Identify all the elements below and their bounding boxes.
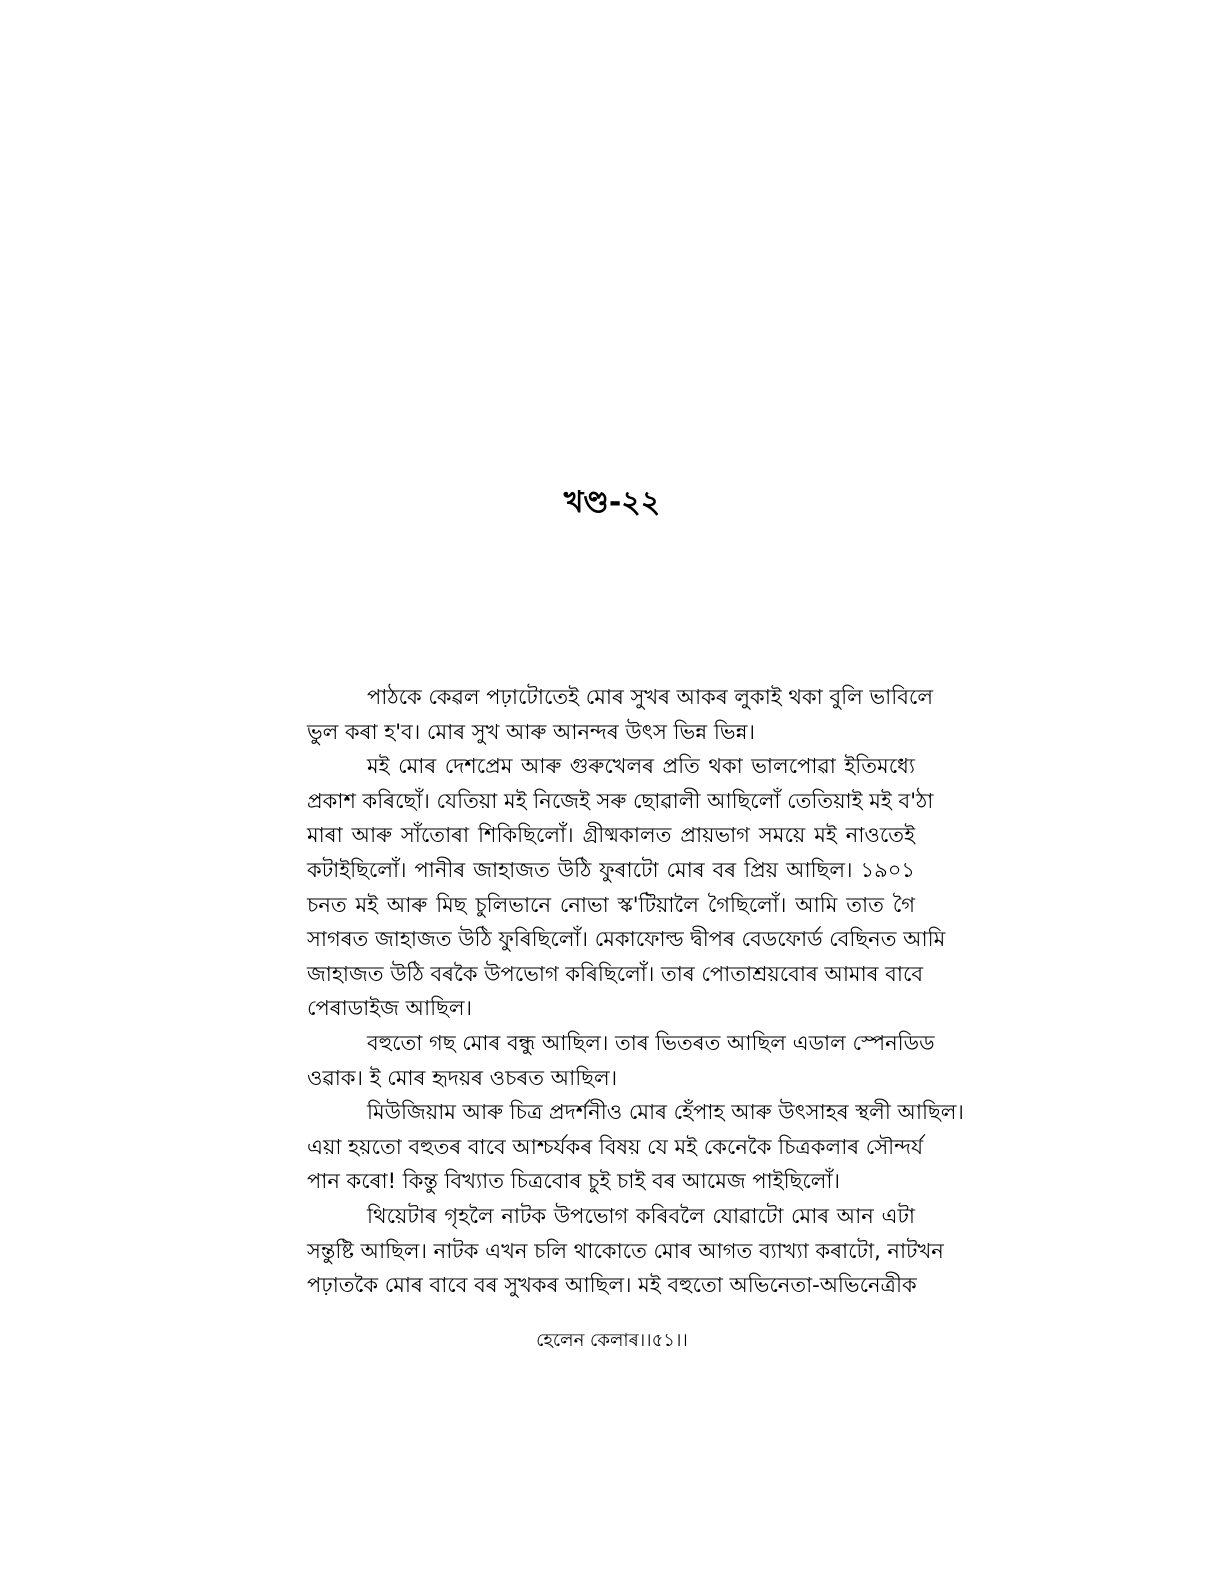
text-line: জাহাজত উঠি বৰকৈ উপভোগ কৰিছিলোঁ। তাৰ পোতাশ্ৰয়বোৰ আমাৰ বাবে xyxy=(307,961,924,986)
text-line: সন্তুষ্টি আছিল। নাটক এখন চলি থাকোতে মোৰ আগত ব্যাখ্যা কৰাটো, নাটখন xyxy=(307,1238,944,1263)
text-line: থিয়েটাৰ গৃহলৈ নাটক উপভোগ কৰিবলৈ যোৱাটো মোৰ আন এটা xyxy=(367,1203,915,1228)
text-line: মই মোৰ দেশপ্ৰেম আৰু গুৰুখেলৰ প্ৰতি থকা ভালপোৱা ইতিমধ্যে xyxy=(367,754,915,779)
text-line: সাগৰত জাহাজত উঠি ফুৰিছিলোঁ। মেকাফোল্ড দ্বীপৰ বেডফোৰ্ড বেছিনত আমি xyxy=(307,927,946,952)
text-line: এয়া হয়তো বহুতৰ বাবে আশ্চৰ্যকৰ বিষয় যে মই কেনেকৈ চিত্ৰকলাৰ সৌন্দৰ্য xyxy=(307,1134,924,1159)
page-footer: হেলেন কেলাৰ।।৫১।। xyxy=(536,1330,688,1351)
chapter-title: খণ্ড-২২ xyxy=(563,485,661,520)
text-line: পাঠকে কেৱল পঢ়াটোতেই মোৰ সুখৰ আকৰ লুকাই থকা বুলি ভাবিলে xyxy=(367,685,933,709)
text-line: ভুল কৰা হ'ব। মোৰ সুখ আৰু আনন্দৰ উৎস ভিন্ন ভিন্ন। xyxy=(307,719,756,744)
text-line: পেৰাডাইজ আছিল। xyxy=(307,996,473,1021)
text-line: চনত মই আৰু মিছ চুলিভানে নোভা স্ক'টিয়ালৈ গৈছিলোঁ। আমি তাত গৈ xyxy=(307,892,915,917)
text-line: মাৰা আৰু সাঁতোৰা শিকিছিলোঁ। গ্ৰীষ্মকালত প্ৰায়ভাগ সময়ে মই নাওতেই xyxy=(307,823,915,848)
text-line: মিউজিয়াম আৰু চিত্ৰ প্ৰদৰ্শনীও মোৰ হেঁপাহ আৰু উৎসাহৰ স্থলী আছিল। xyxy=(367,1100,964,1125)
text-line: কটাইছিলোঁ। পানীৰ জাহাজত উঠি ফুৰাটো মোৰ বৰ প্ৰিয় আছিল। ১৯০১ xyxy=(307,857,915,882)
text-line: ওৱাক। ই মোৰ হৃদয়ৰ ওচৰত আছিল। xyxy=(307,1065,618,1090)
text-line: প্ৰকাশ কৰিছোঁ। যেতিয়া মই নিজেই সৰু ছোৱালী আছিলোঁ তেতিয়াই মই ব'ঠা xyxy=(307,788,934,813)
text-line: বহুতো গছ মোৰ বন্ধু আছিল। তাৰ ভিতৰত আছিল এডাল স্পেনডিড xyxy=(367,1030,935,1055)
body-text xyxy=(307,680,964,1303)
text-line: পঢ়াতকৈ মোৰ বাবে বৰ সুখকৰ আছিল। মই বহুতো অভিনেতা-অভিনেত্ৰীক xyxy=(307,1273,917,1298)
text-line: পান কৰো! কিন্তু বিখ্যাত চিত্ৰবোৰ চুই চাই বৰ আমেজ পাইছিলোঁ। xyxy=(307,1169,841,1194)
